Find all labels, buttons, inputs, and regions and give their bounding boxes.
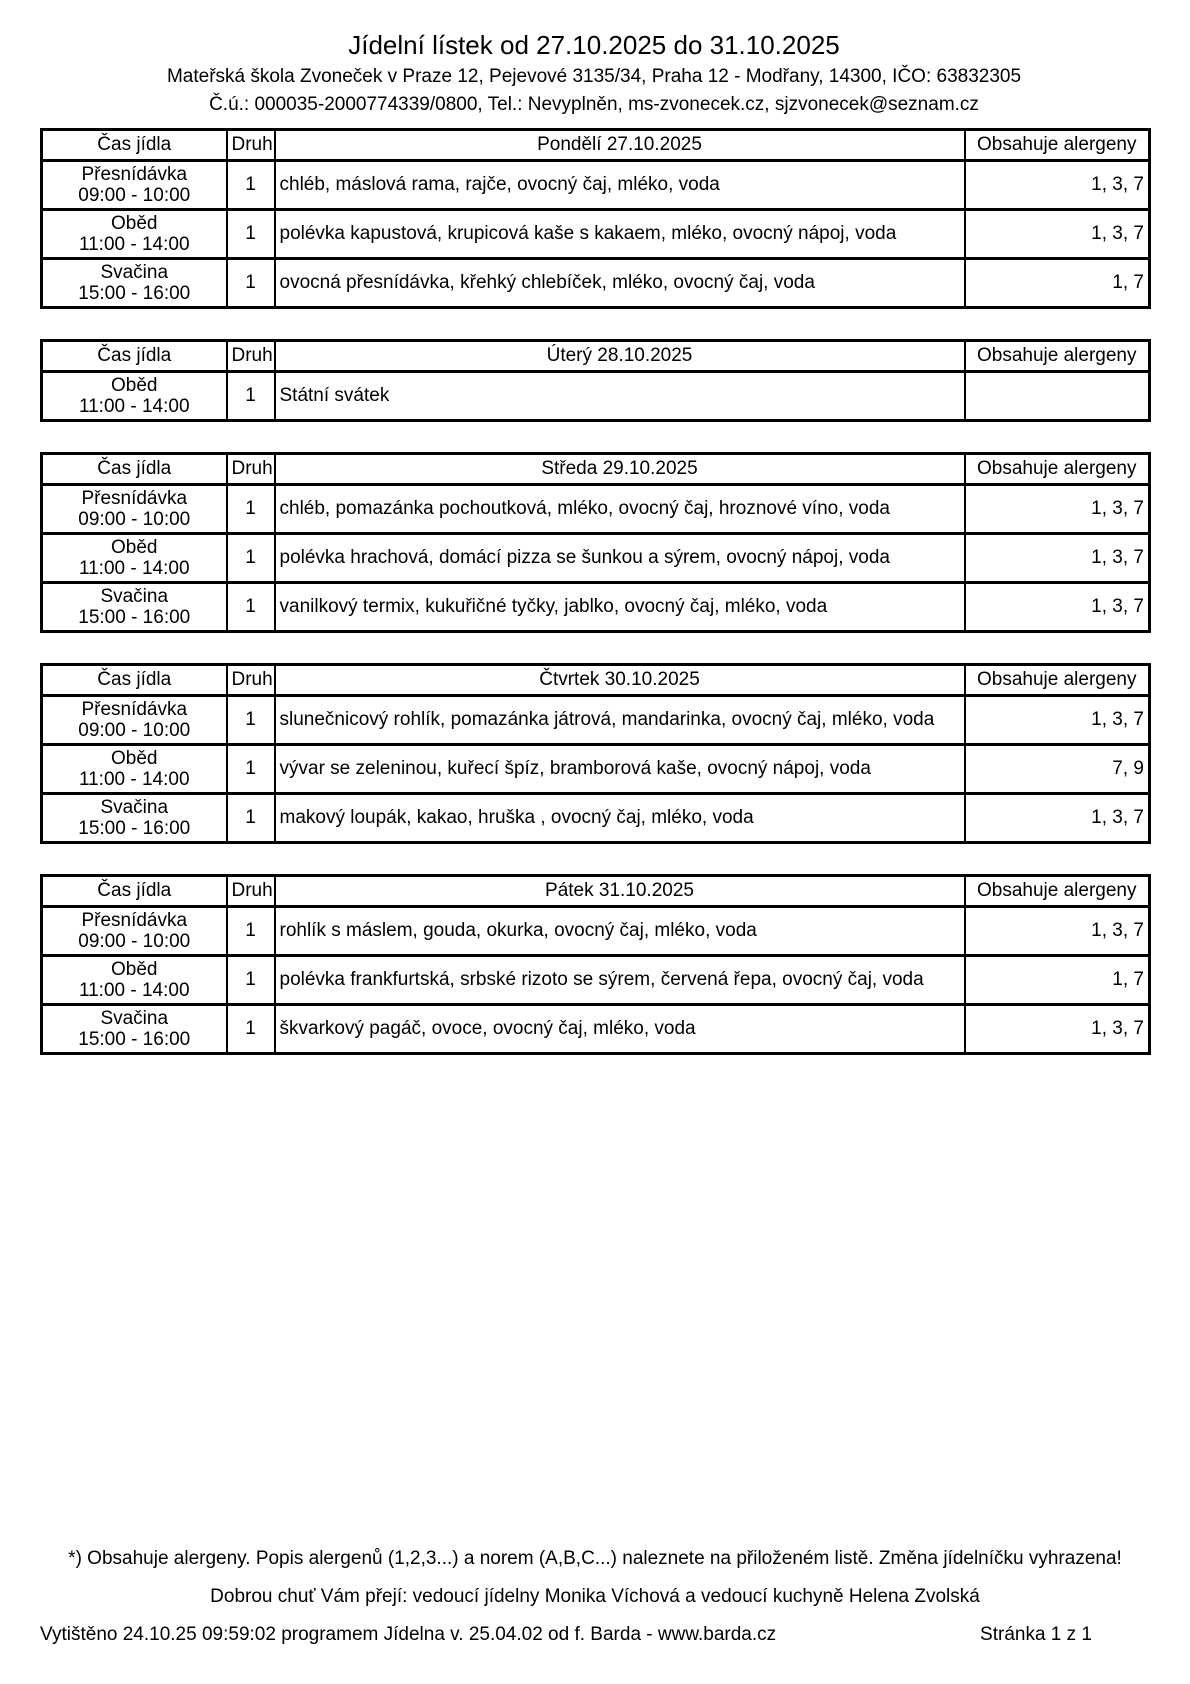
meal-time: 11:00 - 14:00 <box>78 769 190 790</box>
meal-allergens-cell: 1, 3, 7 <box>965 161 1150 210</box>
meal-name: Oběd <box>111 537 158 558</box>
meal-allergens-cell <box>965 372 1150 421</box>
meal-allergens-cell: 1, 3, 7 <box>965 534 1150 583</box>
meal-food-cell: vývar se zeleninou, kuřecí špíz, bramborová kaše, ovocný nápoj, voda <box>275 745 965 794</box>
meal-type-cell: 1 <box>227 583 275 632</box>
col-header-allergens: Obsahuje alergeny <box>965 665 1150 696</box>
school-info-line: Mateřská škola Zvoneček v Praze 12, Pejevové 3135/34, Praha 12 - Modřany, 14300, IČO: 63832305 <box>166 66 1022 87</box>
meal-time: 11:00 - 14:00 <box>78 234 190 255</box>
meal-food-cell: škvarkový pagáč, ovoce, ovocný čaj, mléko, voda <box>275 1005 965 1054</box>
meal-allergens-cell: 1, 7 <box>965 956 1150 1005</box>
meal-food-cell: slunečnicový rohlík, pomazánka játrová, mandarinka, ovocný čaj, mléko, voda <box>275 696 965 745</box>
meal-food-cell: ovocná přesnídávka, křehký chlebíček, mléko, ovocný čaj, voda <box>275 259 965 308</box>
day-title: Čtvrtek 30.10.2025 <box>275 665 965 696</box>
day-title: Středa 29.10.2025 <box>275 454 965 485</box>
contact-info-line: Č.ú.: 000035-2000774339/0800, Tel.: Nevyplněn, ms-zvonecek.cz, sjzvonecek@seznam.cz <box>209 94 979 115</box>
meal-time: 09:00 - 10:00 <box>78 720 191 741</box>
table-row <box>42 583 1150 632</box>
table-header-row <box>42 876 1150 907</box>
table-row <box>42 907 1150 956</box>
meal-food-cell: makový loupák, kakao, hruška , ovocný čaj, mléko, voda <box>275 794 965 843</box>
table-row <box>42 1005 1150 1054</box>
meal-type-cell: 1 <box>227 534 275 583</box>
meal-name: Oběd <box>111 213 158 234</box>
table-row <box>42 259 1150 308</box>
meal-time-cell <box>42 696 227 745</box>
table-header-row <box>42 454 1150 485</box>
meal-name: Přesnídávka <box>81 164 188 185</box>
meal-allergens-cell: 1, 3, 7 <box>965 907 1150 956</box>
meal-type-cell: 1 <box>227 907 275 956</box>
meal-allergens-cell: 1, 3, 7 <box>965 794 1150 843</box>
meal-time: 15:00 - 16:00 <box>78 1029 191 1050</box>
meal-food-cell: polévka hrachová, domácí pizza se šunkou a sýrem, ovocný nápoj, voda <box>275 534 965 583</box>
greeting-line: Dobrou chuť Vám přejí: vedoucí jídelny Monika Víchová a vedoucí kuchyně Helena Zvolská <box>210 1586 980 1607</box>
table-row <box>42 696 1150 745</box>
meal-allergens-cell: 1, 3, 7 <box>965 1005 1150 1054</box>
col-header-type: Druh <box>227 876 275 907</box>
meal-time: 09:00 - 10:00 <box>78 185 191 206</box>
meal-allergens-cell: 1, 3, 7 <box>965 485 1150 534</box>
table-header-row <box>42 341 1150 372</box>
meal-type-cell: 1 <box>227 696 275 745</box>
meal-time-cell <box>42 1005 227 1054</box>
meal-time-cell <box>42 485 227 534</box>
meal-allergens-cell: 1, 7 <box>965 259 1150 308</box>
meal-name: Přesnídávka <box>81 910 188 931</box>
page-number: Stránka 1 z 1 <box>980 1624 1092 1645</box>
table-row <box>42 794 1150 843</box>
col-header-type: Druh <box>227 665 275 696</box>
meal-food-cell: vanilkový termix, kukuřičné tyčky, jablko, ovocný čaj, mléko, voda <box>275 583 965 632</box>
meal-type-cell: 1 <box>227 210 275 259</box>
meal-time-cell <box>42 210 227 259</box>
meal-name: Svačina <box>100 586 169 607</box>
meal-time-cell <box>42 161 227 210</box>
meal-time-cell <box>42 956 227 1005</box>
meal-time: 11:00 - 14:00 <box>78 558 190 579</box>
meal-time-cell <box>42 583 227 632</box>
day-title: Úterý 28.10.2025 <box>275 341 965 372</box>
col-header-time: Čas jídla <box>42 341 227 372</box>
col-header-allergens: Obsahuje alergeny <box>965 876 1150 907</box>
table-header-row <box>42 130 1150 161</box>
print-info: Vytištěno 24.10.25 09:59:02 programem Jídelna v. 25.04.02 od f. Barda - www.barda.cz <box>40 1624 777 1645</box>
col-header-time: Čas jídla <box>42 665 227 696</box>
meal-allergens-cell: 7, 9 <box>965 745 1150 794</box>
meal-name: Svačina <box>100 262 169 283</box>
menu-table-monday <box>40 128 1151 309</box>
table-row <box>42 372 1150 421</box>
menu-table-wednesday <box>40 452 1151 633</box>
meal-food-cell: polévka kapustová, krupicová kaše s kakaem, mléko, ovocný nápoj, voda <box>275 210 965 259</box>
col-header-type: Druh <box>227 130 275 161</box>
col-header-time: Čas jídla <box>42 876 227 907</box>
menu-table-thursday <box>40 663 1151 844</box>
meal-time-cell <box>42 534 227 583</box>
table-row <box>42 210 1150 259</box>
meal-type-cell: 1 <box>227 794 275 843</box>
table-row <box>42 956 1150 1005</box>
meal-type-cell: 1 <box>227 259 275 308</box>
menu-table-tuesday <box>40 339 1151 422</box>
table-row <box>42 534 1150 583</box>
col-header-allergens: Obsahuje alergeny <box>965 454 1150 485</box>
meal-time-cell <box>42 907 227 956</box>
meal-time: 09:00 - 10:00 <box>78 931 191 952</box>
day-title: Pátek 31.10.2025 <box>275 876 965 907</box>
table-header-row <box>42 665 1150 696</box>
meal-allergens-cell: 1, 3, 7 <box>965 583 1150 632</box>
table-row <box>42 161 1150 210</box>
meal-type-cell: 1 <box>227 1005 275 1054</box>
day-title: Pondělí 27.10.2025 <box>275 130 965 161</box>
col-header-allergens: Obsahuje alergeny <box>965 341 1150 372</box>
meal-time: 11:00 - 14:00 <box>78 396 190 417</box>
meal-type-cell: 1 <box>227 372 275 421</box>
meal-time-cell <box>42 259 227 308</box>
meal-name: Oběd <box>111 375 158 396</box>
col-header-type: Druh <box>227 454 275 485</box>
meal-time: 15:00 - 16:00 <box>78 607 191 628</box>
meal-name: Svačina <box>100 797 169 818</box>
meal-name: Přesnídávka <box>81 488 188 509</box>
menu-table-friday <box>40 874 1151 1055</box>
meal-food-cell: Státní svátek <box>275 372 965 421</box>
meal-allergens-cell: 1, 3, 7 <box>965 210 1150 259</box>
meal-time: 09:00 - 10:00 <box>78 509 191 530</box>
col-header-type: Druh <box>227 341 275 372</box>
meal-name: Svačina <box>100 1008 169 1029</box>
meal-name: Přesnídávka <box>81 699 188 720</box>
meal-time: 15:00 - 16:00 <box>78 818 191 839</box>
meal-name: Oběd <box>111 748 158 769</box>
meal-time-cell <box>42 372 227 421</box>
page-title: Jídelní lístek od 27.10.2025 do 31.10.2025 <box>348 30 840 60</box>
table-row <box>42 485 1150 534</box>
meal-type-cell: 1 <box>227 956 275 1005</box>
meal-food-cell: chléb, pomazánka pochoutková, mléko, ovocný čaj, hroznové víno, voda <box>275 485 965 534</box>
table-row <box>42 745 1150 794</box>
col-header-time: Čas jídla <box>42 454 227 485</box>
allergen-footnote: *) Obsahuje alergeny. Popis alergenů (1,2,3...) a norem (A,B,C...) naleznete na přiloženém listě. Změna jídelníčku vyhrazena! <box>68 1548 1122 1569</box>
meal-type-cell: 1 <box>227 745 275 794</box>
meal-type-cell: 1 <box>227 161 275 210</box>
meal-food-cell: rohlík s máslem, gouda, okurka, ovocný čaj, mléko, voda <box>275 907 965 956</box>
meal-time: 15:00 - 16:00 <box>78 283 191 304</box>
meal-food-cell: chléb, máslová rama, rajče, ovocný čaj, mléko, voda <box>275 161 965 210</box>
meal-time-cell <box>42 794 227 843</box>
meal-time-cell <box>42 745 227 794</box>
meal-allergens-cell: 1, 3, 7 <box>965 696 1150 745</box>
col-header-time: Čas jídla <box>42 130 227 161</box>
meal-type-cell: 1 <box>227 485 275 534</box>
meal-time: 11:00 - 14:00 <box>78 980 190 1001</box>
meal-name: Oběd <box>111 959 158 980</box>
meal-food-cell: polévka frankfurtská, srbské rizoto se sýrem, červená řepa, ovocný čaj, voda <box>275 956 965 1005</box>
col-header-allergens: Obsahuje alergeny <box>965 130 1150 161</box>
